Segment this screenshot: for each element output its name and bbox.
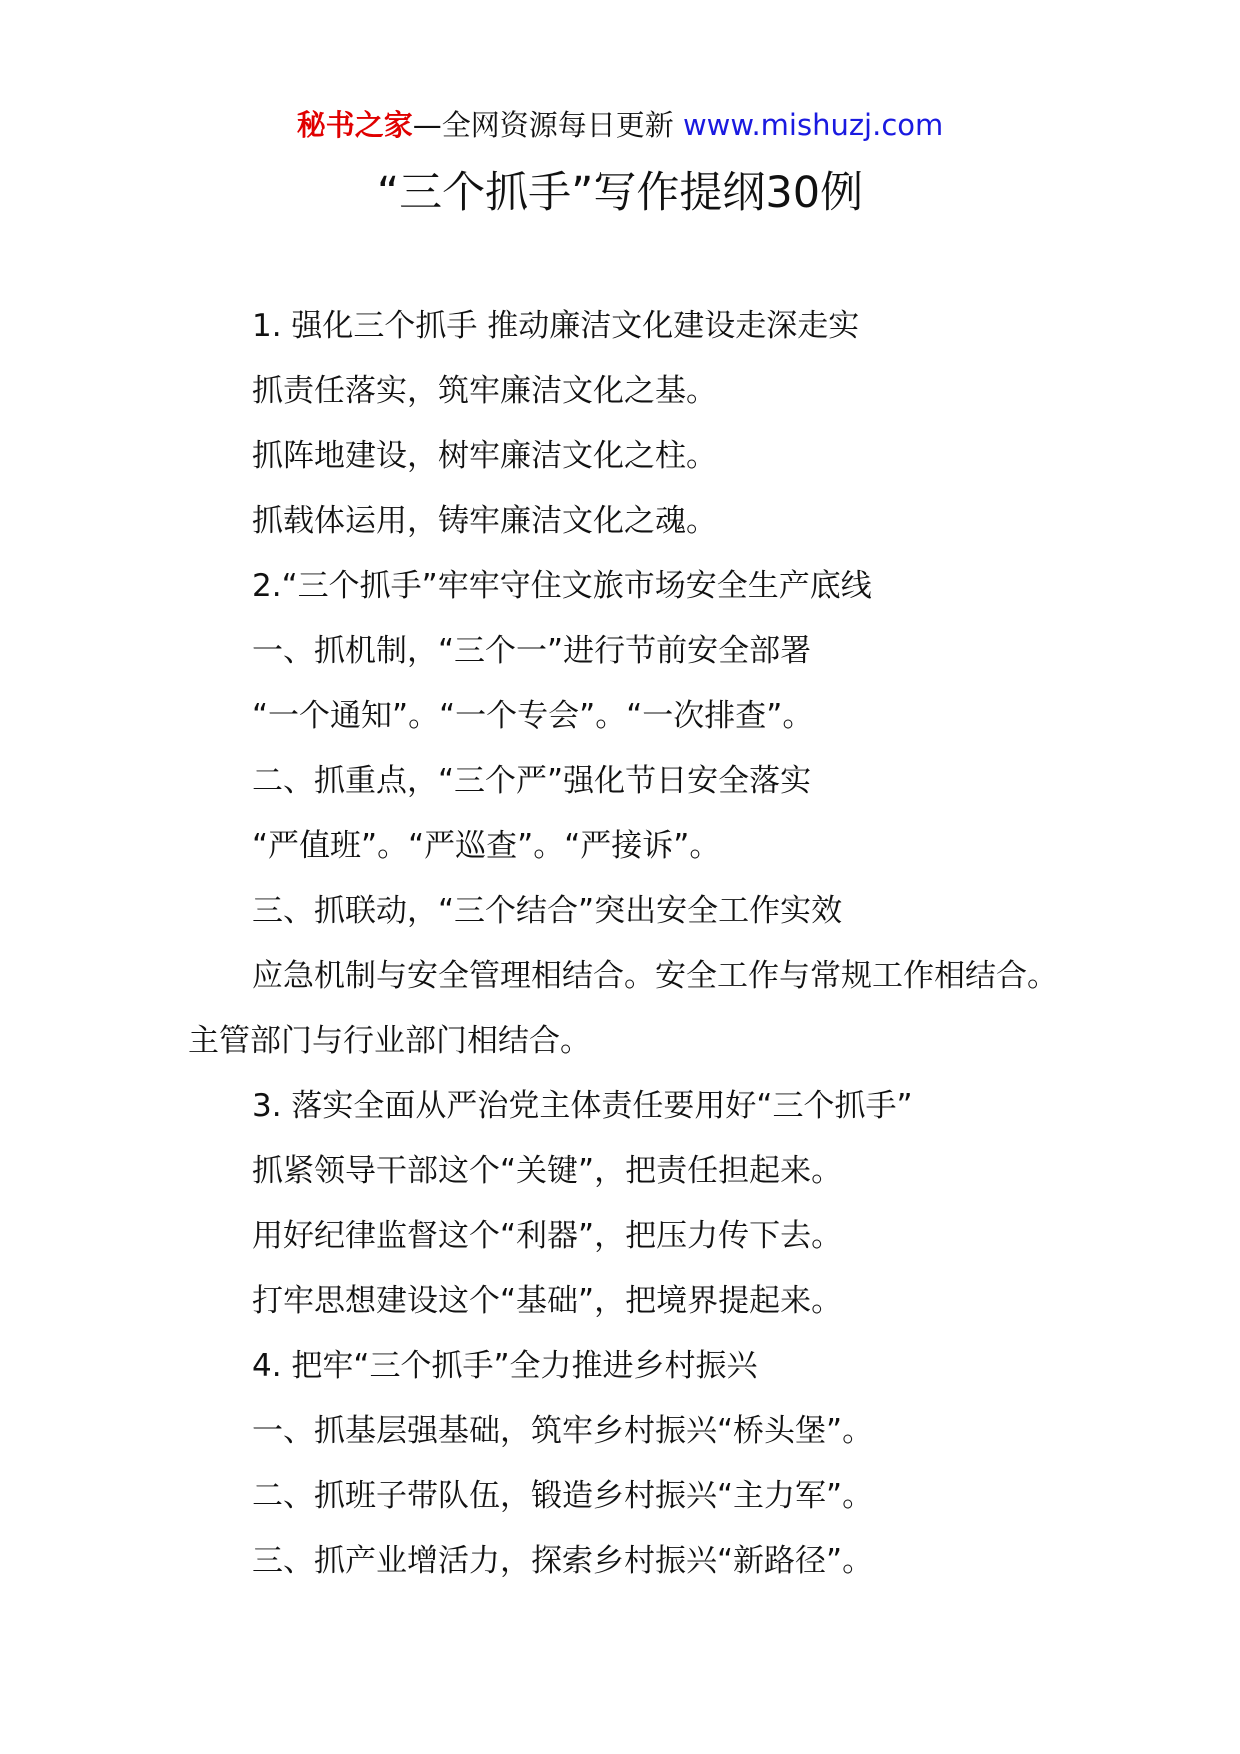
brand-name: 秘书之家 <box>296 108 413 142</box>
paragraph: 抓紧领导干部这个“关键”，把责任担起来。 <box>252 1153 843 1189</box>
document-body <box>188 294 1068 1594</box>
paragraph: 3. 落实全面从严治党主体责任要用好“三个抓手” <box>252 1088 913 1124</box>
paragraph: 二、抓重点，“三个严”强化节日安全落实 <box>252 763 812 799</box>
paragraph: 打牢思想建设这个“基础”，把境界提起来。 <box>252 1283 843 1319</box>
paragraph: 三、抓产业增活力，探索乡村振兴“新路径”。 <box>252 1543 874 1579</box>
paragraph: 用好纪律监督这个“利器”，把压力传下去。 <box>252 1218 843 1254</box>
paragraph: 抓阵地建设，树牢廉洁文化之柱。 <box>252 438 717 474</box>
paragraph: 抓责任落实，筑牢廉洁文化之基。 <box>252 373 717 409</box>
paragraph: 一、抓机制，“三个一”进行节前安全部署 <box>252 633 812 669</box>
site-header <box>0 103 1240 147</box>
paragraph: 三、抓联动，“三个结合”突出安全工作实效 <box>252 893 843 929</box>
header-slogan: —全网资源每日更新 <box>412 108 674 142</box>
paragraph: 应急机制与安全管理相结合。安全工作与常规工作相结合。主管部门与行业部门相结合。 <box>188 958 1058 1059</box>
paragraph: 一、抓基层强基础，筑牢乡村振兴“桥头堡”。 <box>252 1413 874 1449</box>
paragraph: 2.“三个抓手”牢牢守住文旅市场安全生产底线 <box>252 568 872 604</box>
paragraph: 1. 强化三个抓手 推动廉洁文化建设走深走实 <box>252 308 860 344</box>
document-title: “三个抓手”写作提纲30例 <box>376 168 864 218</box>
site-url-link[interactable]: www.mishuzj.com <box>682 108 944 142</box>
paragraph: 抓载体运用，铸牢廉洁文化之魂。 <box>252 503 717 539</box>
paragraph: “严值班”。“严巡查”。“严接诉”。 <box>252 828 721 864</box>
paragraph: 4. 把牢“三个抓手”全力推进乡村振兴 <box>252 1348 758 1384</box>
paragraph: 二、抓班子带队伍，锻造乡村振兴“主力军”。 <box>252 1478 874 1514</box>
paragraph: “一个通知”。“一个专会”。“一次排查”。 <box>252 698 814 734</box>
